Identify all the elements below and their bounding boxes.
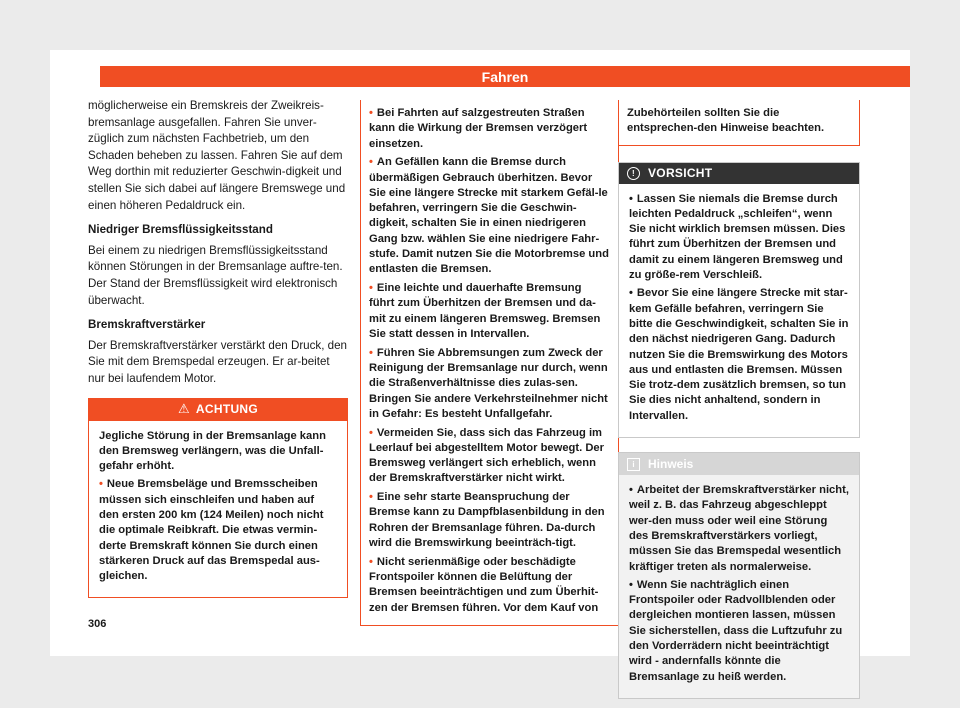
list-item: • Eine leichte und dauerhafte Bremsung führt zum Überhitzen der Bremsen und da-mit zu einem längeren Bremsweg. Bremsen Sie statt dessen in Intervallen.: [369, 282, 601, 340]
list-item: • Neue Bremsbeläge und Bremsscheiben müssen sich einschleifen und haben auf den ersten 200 km (124 Meilen) noch nicht die optimale Reibkraft. Die etwas vermin-derte Bremskraft können Sie durch einen stärkeren Druck auf das Bremspedal aus-gleichen.: [99, 478, 324, 583]
document-page: [50, 50, 910, 683]
bullet-icon: •: [629, 287, 633, 300]
list-item: • Vermeiden Sie, dass sich das Fahrzeug im Leerlauf bei abgestelltem Motor bewegt. Der Bremsweg verlängert sich erheblich, wenn der Bremskraftverstärker nicht wirkt.: [369, 426, 604, 485]
caution-circle-icon: !: [627, 167, 640, 180]
heading-low-brake-fluid: Niedriger Bremsflüssigkeitsstand: [88, 223, 273, 237]
note-box: [618, 452, 860, 699]
paragraph: Der Bremskraftverstärker verstärkt den Druck, den Sie mit dem Bremspedal erzeugen. Er ar-beitet nur bei laufendem Motor.: [88, 338, 348, 385]
warning-label: ACHTUNG: [195, 402, 259, 417]
bullet-icon: •: [369, 555, 373, 568]
warning-box: [88, 398, 348, 599]
list-item: • Wenn Sie nachträglich einen Frontspoiler oder Radvollblenden oder dergleichen montieren lassen, müssen Sie sicherstellen, dass die Luftzufuhr zu den Vorderrädern nicht beeinträchtigt wird - andernfalls könnte die Bremsanlage zu heiß werden.: [629, 578, 843, 683]
warning-header: [89, 399, 347, 421]
caution-label: VORSICHT: [648, 166, 713, 181]
warning-triangle-icon: ⚠: [177, 401, 190, 417]
bullet-icon: •: [99, 478, 103, 491]
bullet-icon: •: [369, 282, 373, 295]
caution-body: [619, 184, 859, 437]
list-item: • Bevor Sie eine längere Strecke mit star-kem Gefälle befahren, verringern Sie bitte die Geschwindigkeit, schalten Sie in den nächst niedrigeren Gang. Dadurch nutzen Sie die Bremswirkung des Motors aus und entlasten die Bremsen. Müssen Sie trotz-dem zusätzlich bremsen, so tun Sie dies nicht anhaltend, sondern in Intervallen.: [629, 287, 849, 422]
bullet-icon: •: [369, 426, 373, 439]
bullet-icon: •: [369, 491, 373, 504]
bullet-icon: •: [369, 156, 373, 169]
list-item: • Lassen Sie niemals die Bremse durch leichten Pedaldruck „schleifen“, wenn Sie nicht wirklich bremsen müssen. Dies führt zum Überhitzen der Bremsen und damit zu einem längeren Bremsweg und zu größe-rem Verschleiß.: [629, 192, 846, 282]
info-icon: i: [627, 458, 640, 471]
warning-continuation-fragment: Zubehörteilen sollten Sie die entsprechen-den Hinweise beachten.: [618, 100, 860, 146]
section-title: Fahren: [481, 68, 529, 85]
list-item: • Bei Fahrten auf salzgestreuten Straßen kann die Wirkung der Bremsen verzögert einsetzen.: [369, 107, 588, 150]
list-item: • Eine sehr starte Beanspruchung der Bremse kann zu Dampfblasenbildung in den Rohren der Bremsanlage führen. Da-durch wird die Bremswirkung beeinträch-tigt.: [369, 491, 605, 549]
column-middle-warning-continuation: [360, 100, 619, 626]
column-left: [88, 98, 348, 598]
paragraph: Bei einem zu niedrigen Bremsflüssigkeitsstand können Störungen in der Bremsanlage auftre-ten. Der Stand der Bremsflüssigkeit wird elektronisch überwacht.: [88, 243, 343, 307]
note-label: Hinweis: [648, 457, 694, 472]
caution-header: [619, 163, 859, 184]
list-item: • Arbeitet der Bremskraftverstärker nicht, weil z. B. das Fahrzeug abgeschleppt wer-den muss oder weil eine Störung des Bremskraftverstärkers vorliegt, müssen Sie das Bremspedal wesentlich kräftiger treten als normalerweise.: [629, 484, 849, 573]
note-header: [619, 453, 859, 475]
note-body: [619, 475, 859, 698]
paragraph: möglicherweise ein Bremskreis der Zweikreis-bremsanlage ausgefallen. Fahren Sie unver-züglich zum nächsten Fachbetrieb, um den Schaden beheben zu lassen. Fahren Sie auf dem Weg dorthin mit reduzierter Geschwin-digkeit und stellen Sie sich dabei auf längere Bremswege und einen höheren Pedaldruck ein.: [88, 99, 346, 212]
list-item: • An Gefällen kann die Bremse durch übermäßigen Gebrauch überhitzen. Bevor Sie eine längere Strecke mit starkem Gefäl-le befahren, verringern Sie die Geschwin-digkeit, schalten Sie in einen niedrigeren Gang bzw. wählen Sie eine niedrigere Fahr-stufe. Damit nutzen Sie die Motorbremse und entlasten die Bremsen.: [369, 156, 609, 276]
caution-box: [618, 162, 860, 438]
bullet-icon: •: [369, 107, 373, 119]
warning-intro: Jegliche Störung in der Bremsanlage kann den Bremsweg verlängern, was die Unfall-gefahr erhöht.: [99, 429, 326, 473]
warning-body: [89, 421, 347, 598]
bullet-icon: •: [629, 578, 633, 591]
list-item: • Nicht serienmäßige oder beschädigte Frontspoiler können die Belüftung der Bremsen beeinträchtigen und zum Überhit-zen der Bremsen führen. Vor dem Kauf von: [369, 555, 599, 614]
list-item: • Führen Sie Abbremsungen zum Zweck der Reinigung der Bremsanlage nur durch, wenn die Straßenverhältnisse dies zulas-sen. Bringen Sie andere Verkehrsteilnehmer nicht in Gefahr: Es besteht Unfallgefahr.: [369, 346, 608, 420]
page-number: 306: [88, 618, 107, 630]
bullet-icon: •: [629, 192, 633, 205]
column-right: [618, 100, 860, 699]
heading-brake-booster: Bremskraftverstärker: [88, 318, 206, 332]
section-header: [100, 66, 910, 87]
bullet-icon: •: [629, 484, 633, 497]
bullet-icon: •: [369, 346, 373, 359]
